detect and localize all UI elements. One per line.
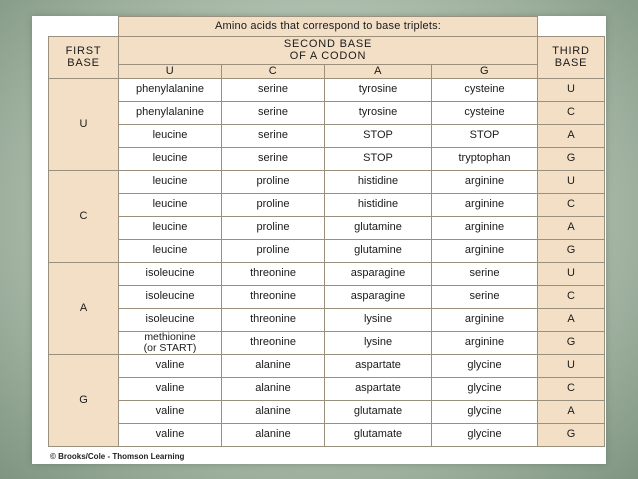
table-row [49,263,605,286]
amino-acid-cell: alanine [222,355,325,378]
third-base-cell: C [538,378,605,401]
amino-acid-cell: arginine [432,332,538,355]
third-base-header [538,37,605,79]
table-row [49,148,605,171]
amino-acid-cell: leucine [119,125,222,148]
amino-acid-cell: valine [119,401,222,424]
third-base-header-line2: BASE [554,56,588,69]
second-base-g: G [432,65,538,79]
amino-acid-cell: leucine [119,148,222,171]
amino-acid-cell: arginine [432,240,538,263]
amino-acid-cell: proline [222,217,325,240]
header-row [49,37,605,65]
amino-acid-cell: valine [119,355,222,378]
table-row [49,286,605,309]
first-base-header [49,37,119,79]
title-spacer [538,17,605,37]
third-base-cell: U [538,355,605,378]
amino-acid-cell: glutamine [325,240,432,263]
amino-acid-cell: tryptophan [432,148,538,171]
table-row [49,332,605,355]
table-row [49,355,605,378]
amino-acid-cell: cysteine [432,79,538,102]
table-row [49,171,605,194]
amino-acid-cell: threonine [222,332,325,355]
amino-acid-cell: glycine [432,355,538,378]
amino-acid-cell: alanine [222,424,325,447]
third-base-header-line1: THIRD [552,44,590,57]
amino-acid-cell: isoleucine [119,309,222,332]
amino-acid-cell: phenylalanine [119,102,222,125]
amino-acid-cell: glycine [432,424,538,447]
table-row [49,102,605,125]
second-base-header [119,37,538,65]
amino-acid-cell: STOP [432,125,538,148]
amino-acid-cell: valine [119,424,222,447]
codon-table [48,16,605,447]
third-base-cell: A [538,125,605,148]
amino-acid-cell: proline [222,171,325,194]
amino-acid-cell: alanine [222,378,325,401]
amino-acid-cell: serine [222,148,325,171]
third-base-cell: U [538,171,605,194]
second-base-c: C [222,65,325,79]
table-title: Amino acids that correspond to base triplets: [119,17,538,37]
third-base-cell: A [538,217,605,240]
amino-acid-cell: glutamine [325,217,432,240]
table-row [49,401,605,424]
first-base-cell: C [49,171,119,263]
amino-acid-cell: methionine (or START) [119,332,222,355]
table-row [49,217,605,240]
amino-acid-cell: glutamate [325,401,432,424]
amino-acid-cell: arginine [432,194,538,217]
amino-acid-cell: STOP [325,125,432,148]
third-base-cell: A [538,401,605,424]
title-spacer [49,17,119,37]
amino-acid-cell: arginine [432,217,538,240]
amino-acid-cell: serine [432,263,538,286]
second-base-header-line2: OF A CODON [289,49,367,62]
second-base-header-line1: SECOND BASE [283,37,373,50]
amino-acid-cell: STOP [325,148,432,171]
amino-acid-cell: lysine [325,309,432,332]
third-base-cell: C [538,102,605,125]
third-base-cell: G [538,148,605,171]
table-row [49,240,605,263]
first-base-header-line2: BASE [67,56,100,69]
amino-acid-cell: serine [432,286,538,309]
amino-acid-cell: glutamate [325,424,432,447]
second-base-row [49,65,605,79]
third-base-cell: U [538,263,605,286]
amino-acid-cell: tyrosine [325,79,432,102]
amino-acid-cell: tyrosine [325,102,432,125]
first-base-cell: A [49,263,119,355]
third-base-cell: U [538,79,605,102]
amino-acid-cell: phenylalanine [119,79,222,102]
amino-acid-cell: arginine [432,309,538,332]
amino-acid-cell: asparagine [325,263,432,286]
amino-acid-cell: isoleucine [119,263,222,286]
amino-acid-cell: arginine [432,171,538,194]
amino-acid-cell: glycine [432,401,538,424]
amino-acid-cell: aspartate [325,355,432,378]
amino-acid-cell: threonine [222,263,325,286]
amino-acid-cell: asparagine [325,286,432,309]
second-base-a: A [325,65,432,79]
amino-acid-cell: leucine [119,171,222,194]
amino-acid-cell: isoleucine [119,286,222,309]
amino-acid-cell: leucine [119,217,222,240]
amino-acid-cell: histidine [325,194,432,217]
table-row [49,378,605,401]
table-row [49,309,605,332]
amino-acid-cell: leucine [119,194,222,217]
amino-acid-cell: aspartate [325,378,432,401]
third-base-cell: C [538,194,605,217]
first-base-cell: G [49,355,119,447]
first-base-header-line1: FIRST [65,44,102,57]
credit-line: © Brooks/Cole - Thomson Learning [50,452,185,461]
third-base-cell: A [538,309,605,332]
amino-acid-cell: proline [222,240,325,263]
third-base-cell: C [538,286,605,309]
amino-acid-cell: alanine [222,401,325,424]
table-row [49,194,605,217]
third-base-cell: G [538,424,605,447]
amino-acid-cell: threonine [222,286,325,309]
first-base-cell: U [49,79,119,171]
amino-acid-cell: cysteine [432,102,538,125]
codon-table-body [49,17,605,447]
slide-frame [32,16,606,464]
amino-acid-cell: glycine [432,378,538,401]
third-base-cell: G [538,332,605,355]
amino-acid-cell: leucine [119,240,222,263]
table-row [49,424,605,447]
table-row [49,125,605,148]
amino-acid-cell: serine [222,79,325,102]
amino-acid-cell: threonine [222,309,325,332]
amino-acid-cell: valine [119,378,222,401]
second-base-u: U [119,65,222,79]
amino-acid-cell: proline [222,194,325,217]
amino-acid-cell: serine [222,102,325,125]
title-row [49,17,605,37]
table-row [49,79,605,102]
amino-acid-cell: lysine [325,332,432,355]
amino-acid-cell: histidine [325,171,432,194]
amino-acid-cell: serine [222,125,325,148]
third-base-cell: G [538,240,605,263]
